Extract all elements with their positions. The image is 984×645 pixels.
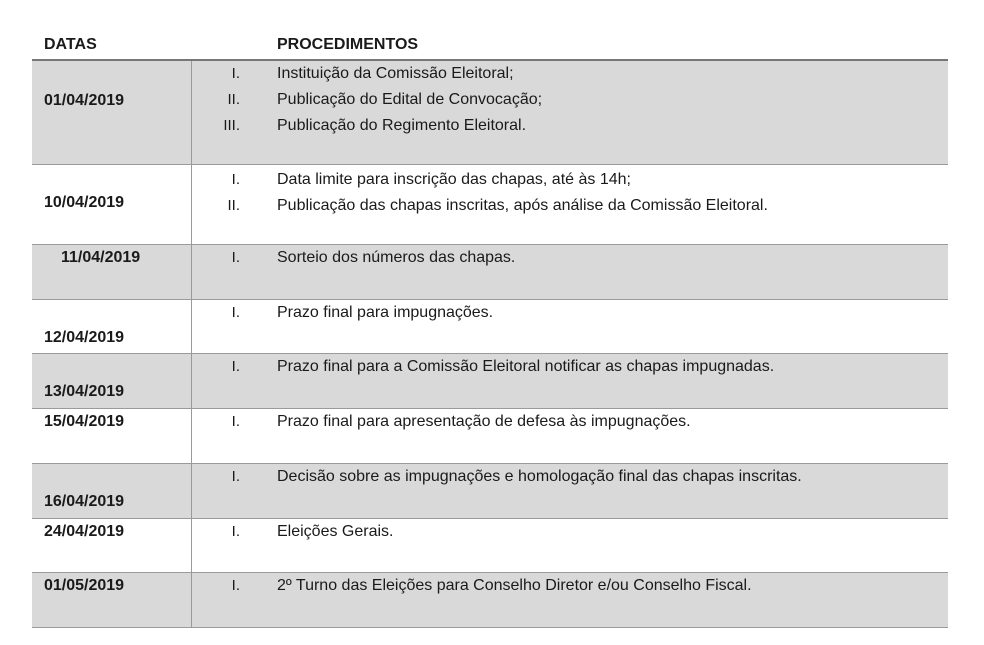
table-row xyxy=(32,61,948,165)
row-date: 13/04/2019 xyxy=(44,383,125,400)
column-divider xyxy=(191,519,192,573)
table-row xyxy=(32,464,948,519)
item-numeral: I. xyxy=(231,65,240,82)
table-header xyxy=(32,34,948,60)
procedure-text: Prazo final para a Comissão Eleitoral notificar as chapas impugnadas. xyxy=(277,358,775,375)
table-row xyxy=(32,300,948,354)
procedure-text: Instituição da Comissão Eleitoral; xyxy=(277,65,514,82)
dates-column-header: DATAS xyxy=(44,36,97,53)
item-numeral: I. xyxy=(231,413,240,430)
row-date: 01/05/2019 xyxy=(44,577,125,594)
item-numeral: I. xyxy=(231,358,240,375)
column-divider xyxy=(191,354,192,409)
procedure-text: Sorteio dos números das chapas. xyxy=(277,249,516,266)
table-row xyxy=(32,409,948,464)
item-numeral: I. xyxy=(231,523,240,540)
column-divider xyxy=(191,573,192,628)
row-date: 12/04/2019 xyxy=(44,329,125,346)
item-numeral: I. xyxy=(231,249,240,266)
row-date: 10/04/2019 xyxy=(44,194,125,211)
column-divider xyxy=(191,464,192,519)
procedure-text: Publicação das chapas inscritas, após análise da Comissão Eleitoral. xyxy=(277,197,768,214)
procedure-text: Prazo final para apresentação de defesa às impugnações. xyxy=(277,413,691,430)
procedures-column-header: PROCEDIMENTOS xyxy=(277,36,419,53)
column-divider xyxy=(191,165,192,245)
procedure-text: 2º Turno das Eleições para Conselho Diretor e/ou Conselho Fiscal. xyxy=(277,577,752,594)
item-numeral: I. xyxy=(231,304,240,321)
table-row xyxy=(32,165,948,245)
item-numeral: III. xyxy=(223,117,240,134)
procedure-text: Publicação do Regimento Eleitoral. xyxy=(277,117,527,134)
item-numeral: I. xyxy=(231,171,240,188)
item-numeral: I. xyxy=(231,577,240,594)
row-date: 11/04/2019 xyxy=(61,249,141,266)
procedure-text: Decisão sobre as impugnações e homologação final das chapas inscritas. xyxy=(277,468,802,485)
column-divider xyxy=(191,245,192,300)
row-date: 01/04/2019 xyxy=(44,92,125,109)
table-row xyxy=(32,519,948,573)
row-separator xyxy=(32,627,948,628)
row-date: 15/04/2019 xyxy=(44,413,125,430)
column-divider xyxy=(191,300,192,354)
row-date: 24/04/2019 xyxy=(44,523,125,540)
item-numeral: II. xyxy=(227,91,240,108)
table-row xyxy=(32,245,948,300)
procedure-text: Eleições Gerais. xyxy=(277,523,394,540)
procedure-text: Publicação do Edital de Convocação; xyxy=(277,91,543,108)
procedure-text: Data limite para inscrição das chapas, até às 14h; xyxy=(277,171,631,188)
procedure-text: Prazo final para impugnações. xyxy=(277,304,494,321)
column-divider xyxy=(191,61,192,165)
table-row xyxy=(32,573,948,628)
item-numeral: II. xyxy=(227,197,240,214)
column-divider xyxy=(191,409,192,464)
row-date: 16/04/2019 xyxy=(44,493,125,510)
table-row xyxy=(32,354,948,409)
item-numeral: I. xyxy=(231,468,240,485)
